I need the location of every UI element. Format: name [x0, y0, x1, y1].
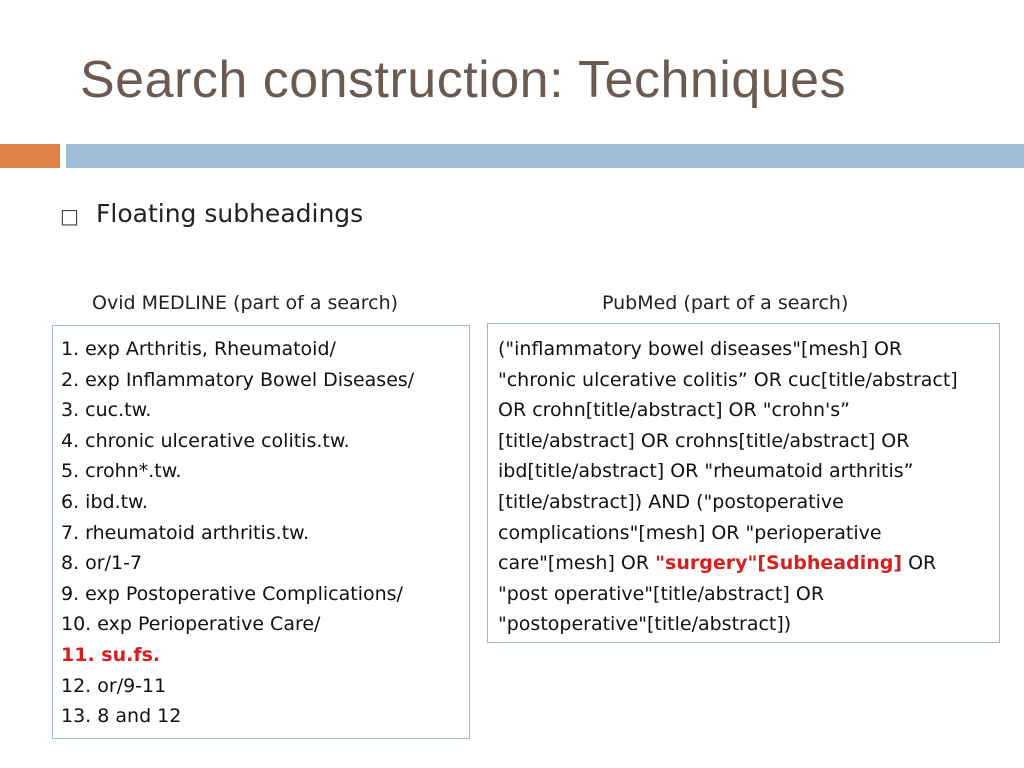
pubmed-highlight: "surgery"[Subheading] [655, 552, 903, 575]
ovid-line: 9. exp Postoperative Complications/ [61, 582, 403, 605]
pubmed-line: complications"[mesh] OR "perioperative [498, 521, 882, 544]
ovid-line: 10. exp Perioperative Care/ [61, 613, 321, 636]
ovid-line: 7. rheumatoid arthritis.tw. [61, 521, 310, 544]
pubmed-line [498, 548, 999, 579]
pubmed-search-box [487, 323, 1000, 643]
ovid-line: 5. crohn*.tw. [61, 460, 182, 483]
ovid-line-highlight: 11. su.fs. [61, 643, 161, 666]
slide-title: Search construction: Techniques [80, 51, 847, 109]
pubmed-line: OR crohn[title/abstract] OR "crohn's” [498, 399, 851, 422]
ovid-line: 13. 8 and 12 [61, 705, 182, 728]
bullet-text: Floating subheadings [96, 199, 364, 228]
ovid-line: 4. chronic ulcerative colitis.tw. [61, 429, 350, 452]
accent-bar-blue [66, 144, 1024, 168]
pubmed-text: care"[mesh] OR [498, 552, 656, 575]
pubmed-line: "chronic ulcerative colitis” OR cuc[title/abstract] [498, 368, 958, 391]
ovid-line: 1. exp Arthritis, Rheumatoid/ [61, 338, 336, 360]
ovid-line: 2. exp Inflammatory Bowel Diseases/ [61, 368, 415, 391]
ovid-line: 12. or/9-11 [61, 674, 167, 697]
accent-bar-orange [0, 144, 60, 168]
pubmed-line: ibd[title/abstract] OR "rheumatoid arthritis” [498, 460, 914, 483]
pubmed-line: ("inflammatory bowel diseases"[mesh] OR [498, 338, 903, 360]
pubmed-line: "post operative"[title/abstract] OR [498, 582, 825, 605]
ovid-caption: Ovid MEDLINE (part of a search) [92, 292, 399, 314]
pubmed-text: OR [902, 552, 937, 575]
ovid-search-box [52, 325, 470, 739]
ovid-line: 8. or/1-7 [61, 552, 143, 575]
pubmed-line: [title/abstract]) AND ("postoperative [498, 490, 844, 513]
pubmed-line: [title/abstract] OR crohns[title/abstract] OR [498, 429, 910, 452]
ovid-line: 3. cuc.tw. [61, 399, 152, 422]
ovid-line: 6. ibd.tw. [61, 490, 148, 513]
pubmed-line: "postoperative"[title/abstract]) [498, 613, 792, 636]
pubmed-caption: PubMed (part of a search) [602, 292, 849, 314]
square-bullet-icon: □ [60, 204, 79, 228]
